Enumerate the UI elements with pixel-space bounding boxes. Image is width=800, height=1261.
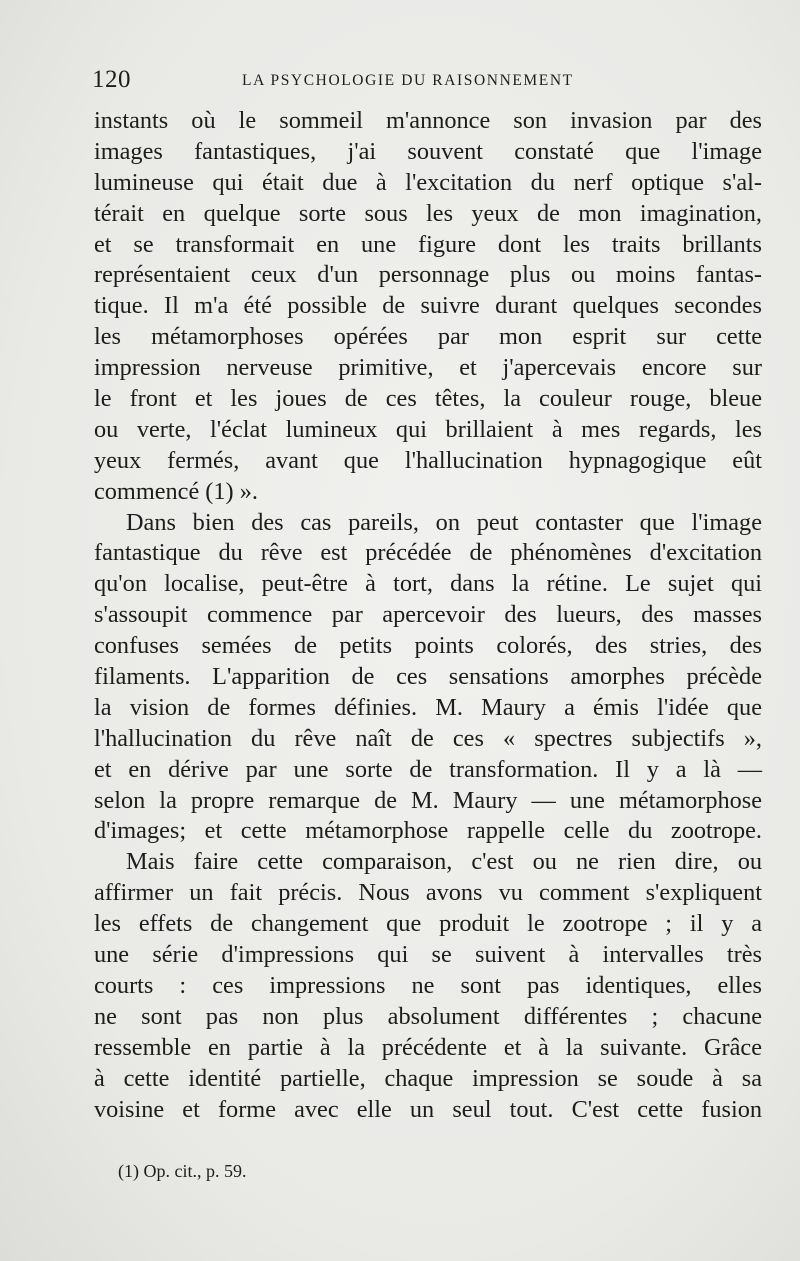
text-line: affirmer un fait précis. Nous avons vu comment s'expliquent bbox=[94, 879, 762, 907]
text-line: commencé (1) ». bbox=[94, 477, 258, 505]
text-line: filaments. L'apparition de ces sensations amorphes précède bbox=[94, 663, 762, 691]
text-line: courts : ces impressions ne sont pas identiques, elles bbox=[94, 971, 762, 999]
text-line: l'hallucination du rêve naît de ces « spectres subjectifs », bbox=[94, 724, 762, 752]
text-line: les effets de changement que produit le zootrope ; il y a bbox=[94, 910, 762, 938]
body-text bbox=[94, 106, 762, 1125]
text-line: ne sont pas non plus absolument différentes ; chacune bbox=[94, 1002, 762, 1030]
text-line: ou verte, l'éclat lumineux qui brillaient à mes regards, les bbox=[94, 415, 762, 443]
text-line: instants où le sommeil m'annonce son invasion par des bbox=[94, 107, 762, 134]
text-line: représentaient ceux d'un personnage plus ou moins fantas- bbox=[94, 261, 762, 289]
text-line: ressemble en partie à la précédente et à la suivante. Grâce bbox=[94, 1033, 762, 1061]
text-line: confuses semées de petits points colorés, des stries, des bbox=[94, 632, 762, 660]
text-line: Mais faire cette comparaison, c'est ou ne rien dire, ou bbox=[126, 848, 762, 876]
page-header bbox=[92, 66, 752, 100]
text-line: le front et les joues de ces têtes, la couleur rouge, bleue bbox=[94, 385, 762, 413]
page-number: 120 bbox=[92, 66, 131, 93]
text-line: d'images; et cette métamorphose rappelle celle du zootrope. bbox=[94, 817, 762, 845]
text-line: tique. Il m'a été possible de suivre durant quelques secondes bbox=[94, 292, 762, 320]
text-line: les métamorphoses opérées par mon esprit sur cette bbox=[94, 323, 762, 351]
text-line: impression nerveuse primitive, et j'apercevais encore sur bbox=[94, 354, 762, 382]
text-line: à cette identité partielle, chaque impression se soude à sa bbox=[94, 1064, 762, 1092]
text-line: voisine et forme avec elle un seul tout. C'est cette fusion bbox=[94, 1095, 762, 1123]
text-line: une série d'impressions qui se suivent à intervalles très bbox=[94, 941, 762, 969]
text-line: yeux fermés, avant que l'hallucination hypnagogique eût bbox=[94, 446, 762, 474]
text-line: la vision de formes définies. M. Maury a émis l'idée que bbox=[94, 693, 762, 721]
text-line: lumineuse qui était due à l'excitation du nerf optique s'al- bbox=[94, 168, 762, 196]
text-line: s'assoupit commence par apercevoir des lueurs, des masses bbox=[94, 601, 762, 629]
text-line: et se transformait en une figure dont les traits brillants bbox=[94, 230, 762, 258]
text-line: selon la propre remarque de M. Maury — une métamorphose bbox=[94, 786, 762, 814]
footnote: (1) Op. cit., p. 59. bbox=[118, 1161, 247, 1181]
text-line: fantastique du rêve est précédée de phénomènes d'excitation bbox=[94, 539, 762, 567]
text-line: images fantastiques, j'ai souvent constaté que l'image bbox=[94, 137, 762, 165]
text-line: térait en quelque sorte sous les yeux de mon imagination, bbox=[94, 199, 762, 227]
text-line: Dans bien des cas pareils, on peut contaster que l'image bbox=[126, 508, 762, 536]
text-line: qu'on localise, peut-être à tort, dans la rétine. Le sujet qui bbox=[94, 570, 762, 598]
text-line: et en dérive par une sorte de transformation. Il y a là — bbox=[94, 755, 762, 783]
running-head: LA PSYCHOLOGIE DU RAISONNEMENT bbox=[242, 72, 574, 89]
